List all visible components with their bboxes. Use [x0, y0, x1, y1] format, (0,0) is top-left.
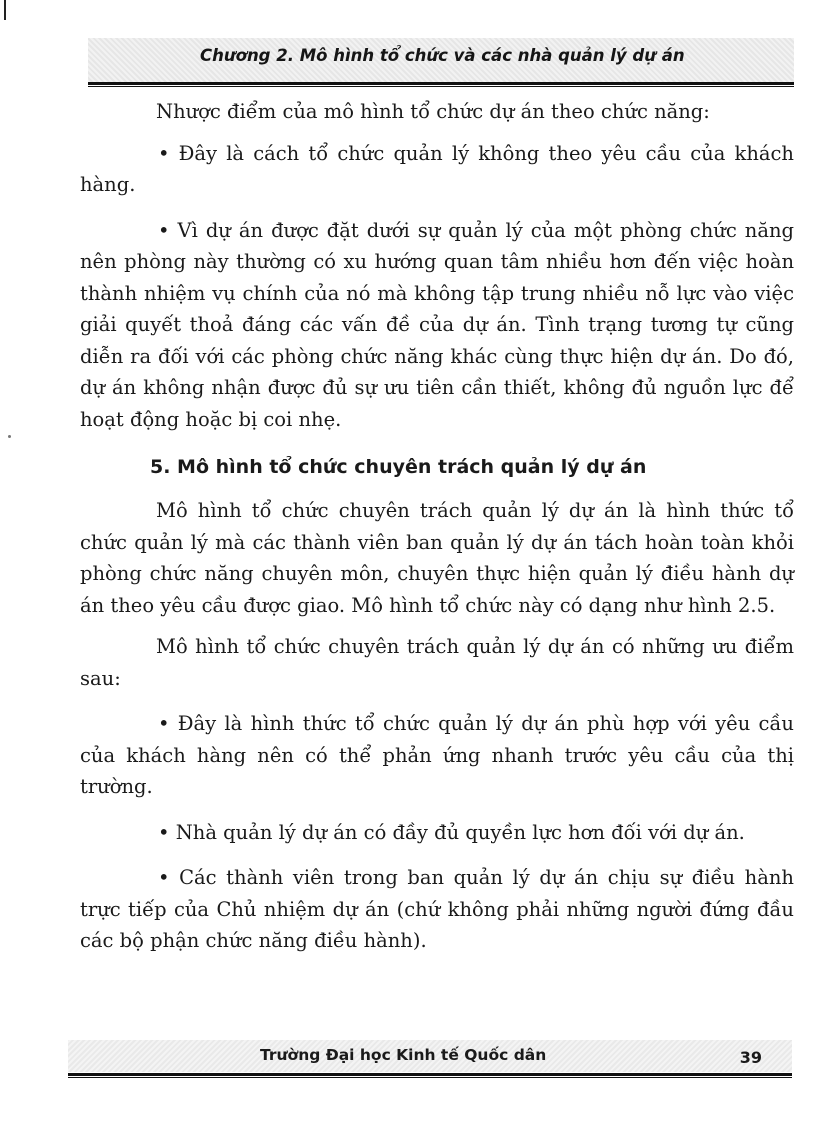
scan-speck — [8, 435, 11, 438]
page-body — [80, 96, 794, 957]
paragraph-definition: Mô hình tổ chức chuyên trách quản lý dự án là hình thức tổ chức quản lý mà các thành viên ban quản lý dự án tách hoàn toàn khỏi phòng chức năng chuyên môn, chuyên thực hiện quản lý điều hành dự án theo yêu cầu được giao. Mô hình tổ chức này có dạng như hình 2.5. — [80, 499, 794, 617]
footer-rule-thin — [68, 1077, 792, 1078]
running-header — [88, 38, 794, 82]
bullet-direct-command: • Các thành viên trong ban quản lý dự án chịu sự điều hành trực tiếp của Chủ nhiệm dự án (chứ không phải những người đứng đầu các bộ phận chức năng điều hành). — [80, 866, 794, 952]
bullet-customer-fit: • Đây là hình thức tổ chức quản lý dự án phù hợp với yêu cầu của khách hàng nên có thể phản ứng nhanh trước yêu cầu của thị trường. — [80, 712, 794, 798]
header-rule-thin — [88, 86, 794, 87]
university-name: Trường Đại học Kinh tế Quốc dân — [260, 1046, 547, 1064]
paragraph-advantages-intro: Mô hình tổ chức chuyên trách quản lý dự án có những ưu điểm sau: — [80, 635, 794, 690]
page-number: 39 — [739, 1048, 762, 1067]
bullet-manager-authority: • Nhà quản lý dự án có đầy đủ quyền lực hơn đối với dự án. — [158, 820, 745, 844]
page-edge-mark — [4, 0, 6, 20]
paragraph-disadvantages-intro: Nhược điểm của mô hình tổ chức dự án theo chức năng: — [156, 100, 710, 123]
section-heading: 5. Mô hình tổ chức chuyên trách quản lý dự án — [150, 456, 647, 478]
header-rule — [88, 82, 794, 85]
footer-rule — [68, 1073, 792, 1076]
bullet-not-customer-oriented: • Đây là cách tổ chức quản lý không theo yêu cầu của khách hàng. — [80, 141, 794, 196]
running-footer — [68, 1040, 792, 1072]
bullet-functional-bias: • Vì dự án được đặt dưới sự quản lý của một phòng chức năng nên phòng này thường có xu hướng quan tâm nhiều hơn đến việc hoàn thành nhiệm vụ chính của nó mà không tập trung nhiều nỗ lực vào việc giải quyết thoả đáng các vấn đề của dự án. Tình trạng tương tự cũng diễn ra đối với các phòng chức năng khác cùng thực hiện dự án. Do đó, dự án không nhận được đủ sự ưu tiên cần thiết, không đủ nguồn lực để hoạt động hoặc bị coi nhẹ. — [80, 218, 794, 431]
chapter-title: Chương 2. Mô hình tổ chức và các nhà quản lý dự án — [200, 46, 685, 65]
